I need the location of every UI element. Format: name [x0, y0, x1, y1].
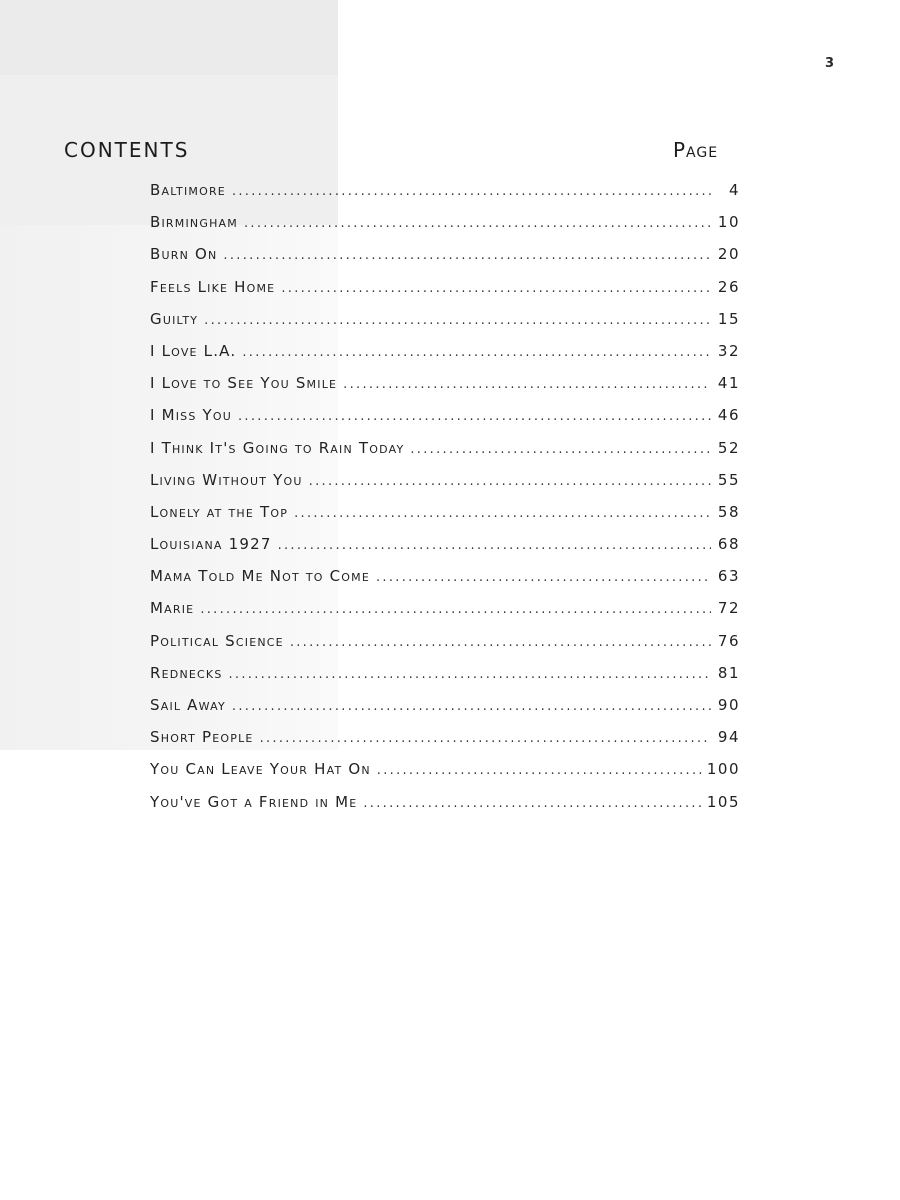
toc-entry[interactable]: [150, 438, 740, 470]
toc-entry[interactable]: [150, 792, 740, 824]
page-reference: 55: [717, 470, 740, 489]
song-title: Burn On: [150, 245, 218, 264]
page-reference: 26: [717, 277, 740, 296]
song-title: Feels Like Home: [150, 277, 276, 296]
dot-leader: [242, 343, 711, 363]
page-number: 3: [825, 56, 836, 71]
toc-entry[interactable]: [150, 470, 740, 502]
toc-entry[interactable]: [150, 663, 740, 695]
dot-leader: [229, 665, 712, 685]
page-column-heading: Page: [673, 138, 719, 162]
dot-leader: [200, 600, 711, 620]
dot-leader: [294, 504, 711, 524]
toc-entry[interactable]: [150, 277, 740, 309]
dot-leader: [260, 729, 711, 749]
song-title: Guilty: [150, 309, 199, 328]
dot-leader: [309, 472, 711, 492]
toc-entry[interactable]: [150, 598, 740, 630]
song-title: I Love to See You Smile: [150, 374, 338, 393]
song-title: Political Science: [150, 631, 284, 650]
dot-leader: [238, 407, 711, 427]
page-reference: 46: [717, 406, 740, 425]
toc-entry[interactable]: [150, 631, 740, 663]
dot-leader: [290, 633, 711, 653]
toc-entry[interactable]: [150, 727, 740, 759]
toc-entry[interactable]: [150, 502, 740, 534]
dot-leader: [232, 182, 711, 202]
dot-leader: [377, 761, 704, 781]
toc-entry[interactable]: [150, 244, 740, 276]
contents-heading: CONTENTS: [64, 138, 190, 162]
page-reference: 68: [717, 535, 740, 554]
dot-leader: [343, 375, 711, 395]
page-reference: 90: [717, 696, 740, 714]
song-title: Baltimore: [150, 181, 226, 199]
dot-leader: [223, 246, 711, 266]
page-reference: 81: [717, 663, 740, 682]
song-title: Short People: [150, 728, 254, 747]
toc-entry[interactable]: [150, 759, 740, 791]
dot-leader: [232, 697, 711, 717]
page-reference: 58: [717, 502, 740, 521]
toc-entry[interactable]: [150, 534, 740, 566]
page-reference: 10: [717, 213, 740, 232]
toc-entry[interactable]: [150, 695, 740, 727]
page-reference: 94: [717, 728, 740, 747]
dot-leader: [278, 536, 711, 556]
song-title: I Love L.A.: [150, 341, 237, 360]
page-reference: 41: [717, 374, 740, 393]
page-reference: 63: [717, 567, 740, 586]
toc-entry[interactable]: [150, 341, 740, 373]
toc-entry[interactable]: [150, 405, 740, 437]
dot-leader: [281, 279, 711, 299]
table-of-contents: [150, 180, 740, 824]
toc-entry[interactable]: [150, 212, 740, 244]
toc-entry[interactable]: [150, 309, 740, 341]
page-reference: 105: [706, 792, 740, 811]
dot-leader: [244, 214, 711, 234]
page-reference: 100: [706, 760, 740, 779]
song-title: You Can Leave Your Hat On: [150, 760, 371, 779]
dot-leader: [376, 568, 711, 588]
page-reference: 4: [728, 181, 740, 199]
page-reference: 76: [717, 631, 740, 650]
page-reference: 15: [717, 309, 740, 328]
song-title: I Miss You: [150, 406, 232, 425]
page-reference: 52: [717, 438, 740, 457]
page-reference: 72: [717, 599, 740, 618]
dot-leader: [410, 440, 711, 460]
song-title: Louisiana 1927: [150, 535, 272, 554]
song-title: Marie: [150, 599, 195, 618]
page-reference: 32: [717, 341, 740, 360]
page-reference: 20: [717, 245, 740, 264]
toc-entry[interactable]: [150, 180, 740, 212]
song-title: Lonely at the Top: [150, 502, 289, 521]
dot-leader: [204, 311, 711, 331]
song-title: Birmingham: [150, 213, 238, 232]
dot-leader: [363, 794, 703, 814]
song-title: I Think It's Going to Rain Today: [150, 438, 405, 457]
song-title: Rednecks: [150, 663, 223, 682]
song-title: Sail Away: [150, 696, 226, 714]
song-title: Mama Told Me Not to Come: [150, 567, 370, 586]
song-title: Living Without You: [150, 470, 303, 489]
background-panel-top-band: [0, 0, 338, 75]
song-title: You've Got a Friend in Me: [150, 792, 358, 811]
toc-entry[interactable]: [150, 373, 740, 405]
toc-entry[interactable]: [150, 566, 740, 598]
